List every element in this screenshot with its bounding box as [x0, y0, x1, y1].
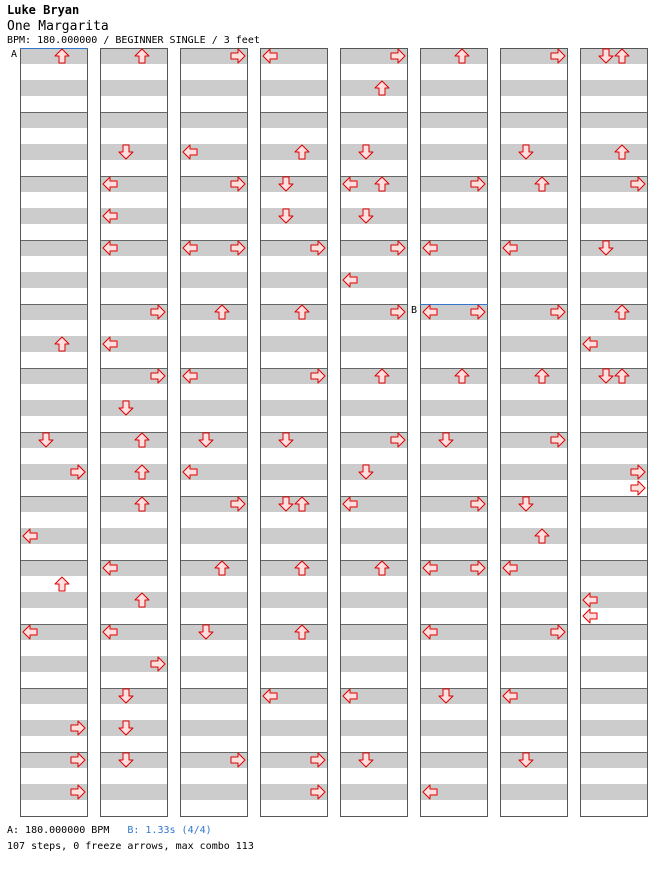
beat-band — [260, 656, 328, 672]
beat-band — [500, 496, 568, 512]
beat-band — [420, 464, 488, 480]
beat-band — [500, 528, 568, 544]
beat-band — [100, 528, 168, 544]
beat-band — [340, 528, 408, 544]
beat-band — [180, 432, 248, 448]
beat-band — [260, 624, 328, 640]
beat-band — [20, 144, 88, 160]
beat-band — [580, 272, 648, 288]
beat-band — [100, 48, 168, 64]
stop-text: B: 1.33s (4/4) — [127, 825, 212, 836]
beat-band — [180, 400, 248, 416]
beat-band — [180, 528, 248, 544]
beat-band — [340, 368, 408, 384]
beat-band — [500, 752, 568, 768]
beat-band — [100, 688, 168, 704]
beat-band — [580, 784, 648, 800]
beat-band — [260, 336, 328, 352]
beat-band — [100, 400, 168, 416]
beat-band — [20, 592, 88, 608]
beat-band — [20, 368, 88, 384]
marker-label: A — [11, 49, 18, 60]
beat-band — [20, 432, 88, 448]
beat-band — [500, 144, 568, 160]
beat-band — [580, 304, 648, 320]
beat-band — [340, 656, 408, 672]
beat-band — [420, 720, 488, 736]
beat-band — [260, 528, 328, 544]
beat-band — [340, 144, 408, 160]
beat-band — [340, 208, 408, 224]
beat-band — [260, 144, 328, 160]
beat-band — [100, 80, 168, 96]
beat-band — [180, 272, 248, 288]
beat-band — [580, 720, 648, 736]
beat-band — [580, 496, 648, 512]
beat-band — [260, 496, 328, 512]
beat-band — [340, 336, 408, 352]
beat-band — [500, 784, 568, 800]
beat-band — [580, 656, 648, 672]
beat-band — [20, 304, 88, 320]
beat-band — [500, 368, 568, 384]
beat-band — [20, 688, 88, 704]
beat-band — [180, 720, 248, 736]
beat-band — [580, 560, 648, 576]
beat-band — [580, 144, 648, 160]
beat-band — [100, 272, 168, 288]
beat-band — [580, 400, 648, 416]
beat-band — [20, 112, 88, 128]
step-arrow-icon — [583, 609, 597, 623]
beat-band — [100, 464, 168, 480]
beat-band — [580, 528, 648, 544]
beat-band — [100, 720, 168, 736]
song-title: One Margarita — [7, 19, 109, 34]
beat-band — [100, 592, 168, 608]
beat-band — [100, 496, 168, 512]
beat-band — [260, 208, 328, 224]
beat-band — [20, 240, 88, 256]
beat-band — [100, 784, 168, 800]
beat-band — [580, 688, 648, 704]
beat-band — [260, 272, 328, 288]
beat-band — [580, 48, 648, 64]
beat-band — [340, 80, 408, 96]
beat-band — [340, 752, 408, 768]
beat-band — [260, 592, 328, 608]
beat-band — [340, 464, 408, 480]
beat-band — [180, 688, 248, 704]
beat-band — [340, 784, 408, 800]
beat-band — [260, 112, 328, 128]
beat-band — [260, 720, 328, 736]
beat-band — [260, 304, 328, 320]
beat-band — [180, 112, 248, 128]
beat-band — [580, 432, 648, 448]
beat-band — [340, 720, 408, 736]
beat-band — [580, 240, 648, 256]
beat-band — [580, 752, 648, 768]
beat-band — [580, 80, 648, 96]
beat-band — [500, 208, 568, 224]
beat-band — [20, 400, 88, 416]
beat-band — [20, 272, 88, 288]
footer-stats: 107 steps, 0 freeze arrows, max combo 113 — [7, 841, 254, 852]
beat-band — [260, 80, 328, 96]
beat-band — [420, 688, 488, 704]
step-arrow-icon — [631, 481, 645, 495]
beat-band — [420, 400, 488, 416]
beat-band — [180, 208, 248, 224]
beat-band — [500, 176, 568, 192]
beat-band — [340, 592, 408, 608]
beat-band — [420, 112, 488, 128]
beat-band — [20, 336, 88, 352]
beat-band — [580, 368, 648, 384]
beat-band — [180, 624, 248, 640]
beat-band — [420, 368, 488, 384]
beat-band — [420, 80, 488, 96]
bpm-text: A: 180.000000 BPM — [7, 825, 110, 836]
beat-band — [500, 464, 568, 480]
beat-band — [20, 80, 88, 96]
beat-band — [500, 336, 568, 352]
beat-band — [100, 112, 168, 128]
footer-timing — [7, 825, 212, 836]
beat-band — [100, 432, 168, 448]
beat-band — [500, 112, 568, 128]
beat-band — [180, 336, 248, 352]
beat-band — [20, 208, 88, 224]
beat-band — [340, 560, 408, 576]
beat-band — [340, 400, 408, 416]
beat-band — [420, 432, 488, 448]
beat-band — [180, 560, 248, 576]
beat-band — [100, 144, 168, 160]
beat-band — [20, 656, 88, 672]
beat-band — [20, 176, 88, 192]
beat-band — [340, 624, 408, 640]
beat-band — [580, 112, 648, 128]
beat-band — [420, 272, 488, 288]
beat-band — [260, 400, 328, 416]
artist-name: Luke Bryan — [7, 3, 80, 17]
beat-band — [180, 784, 248, 800]
beat-band — [500, 656, 568, 672]
beat-band — [420, 144, 488, 160]
beat-band — [420, 336, 488, 352]
beat-band — [20, 560, 88, 576]
beat-band — [420, 752, 488, 768]
beat-band — [420, 592, 488, 608]
beat-band — [420, 528, 488, 544]
beat-band — [420, 48, 488, 64]
beat-band — [260, 464, 328, 480]
beat-band — [180, 80, 248, 96]
beat-band — [180, 592, 248, 608]
beat-band — [260, 176, 328, 192]
beat-band — [260, 560, 328, 576]
beat-band — [500, 592, 568, 608]
beat-band — [500, 720, 568, 736]
beat-band — [500, 272, 568, 288]
beat-band — [260, 432, 328, 448]
beat-band — [500, 400, 568, 416]
beat-band — [340, 112, 408, 128]
beat-band — [580, 624, 648, 640]
step-arrow-icon — [55, 577, 69, 591]
beat-band — [180, 304, 248, 320]
beat-band — [420, 656, 488, 672]
beat-band — [100, 752, 168, 768]
beat-band — [580, 208, 648, 224]
beat-band — [20, 496, 88, 512]
beat-band — [500, 80, 568, 96]
beat-band — [180, 656, 248, 672]
beat-band — [420, 208, 488, 224]
chart-info: BPM: 180.000000 / BEGINNER SINGLE / 3 feet — [7, 35, 260, 46]
marker-label: B — [411, 305, 418, 316]
beat-band — [20, 48, 88, 64]
